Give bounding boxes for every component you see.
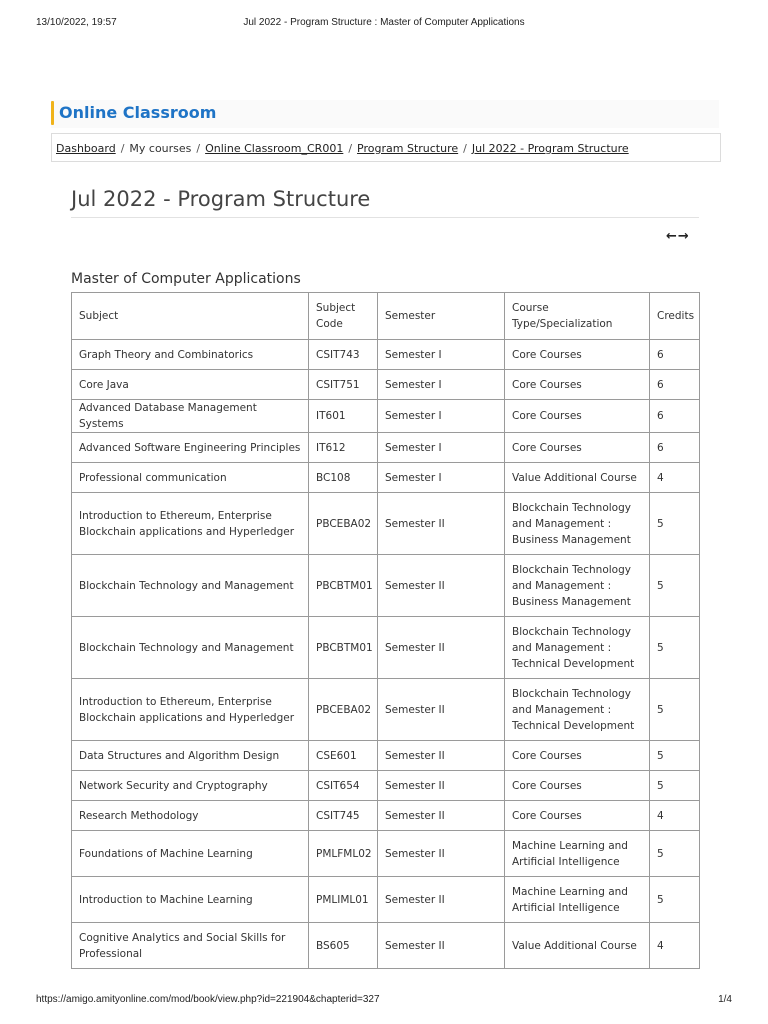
- breadcrumb-current-page[interactable]: Jul 2022 - Program Structure: [471, 142, 629, 155]
- code-cell: PBCBTM01: [309, 617, 378, 679]
- column-header-course-type: Course Type/Specialization: [505, 293, 650, 340]
- code-cell: CSIT654: [309, 771, 378, 801]
- code-cell: IT601: [309, 400, 378, 433]
- subject-cell: Professional communication: [72, 463, 309, 493]
- subject-cell: Blockchain Technology and Management: [72, 555, 309, 617]
- credits-cell: 5: [650, 771, 700, 801]
- program-table: [71, 292, 700, 969]
- code-cell: CSE601: [309, 741, 378, 771]
- credits-cell: 6: [650, 433, 700, 463]
- credits-cell: 5: [650, 493, 700, 555]
- print-page-number: 1/4: [718, 994, 732, 1005]
- breadcrumb-separator: /: [120, 142, 125, 155]
- semester-cell: Semester I: [378, 400, 505, 433]
- table-header-row: [72, 293, 700, 340]
- breadcrumb-dashboard[interactable]: Dashboard: [56, 142, 116, 155]
- table-row: [72, 433, 700, 463]
- course-type-cell: Core Courses: [505, 433, 650, 463]
- code-cell: CSIT745: [309, 801, 378, 831]
- credits-cell: 5: [650, 877, 700, 923]
- code-cell: PMLFML02: [309, 831, 378, 877]
- column-header-credits: Credits: [650, 293, 700, 340]
- table-row: [72, 555, 700, 617]
- semester-cell: Semester I: [378, 463, 505, 493]
- code-cell: BS605: [309, 923, 378, 969]
- subject-cell: Core Java: [72, 370, 309, 400]
- breadcrumb-online-classroom[interactable]: Online Classroom_CR001: [205, 142, 344, 155]
- table-row: [72, 340, 700, 370]
- semester-cell: Semester II: [378, 679, 505, 741]
- semester-cell: Semester II: [378, 923, 505, 969]
- subject-cell: Introduction to Ethereum, Enterprise Blockchain applications and Hyperledger: [72, 493, 309, 555]
- code-cell: PBCEBA02: [309, 493, 378, 555]
- subject-cell: Foundations of Machine Learning: [72, 831, 309, 877]
- credits-cell: 5: [650, 679, 700, 741]
- course-type-cell: Value Additional Course: [505, 923, 650, 969]
- code-cell: CSIT751: [309, 370, 378, 400]
- semester-cell: Semester I: [378, 340, 505, 370]
- subject-cell: Graph Theory and Combinatorics: [72, 340, 309, 370]
- semester-cell: Semester II: [378, 831, 505, 877]
- course-type-cell: Core Courses: [505, 400, 650, 433]
- course-type-cell: Machine Learning and Artificial Intelligence: [505, 877, 650, 923]
- table-row: [72, 617, 700, 679]
- print-datetime: 13/10/2022, 19:57: [36, 17, 117, 28]
- course-type-cell: Blockchain Technology and Management : Technical Development: [505, 617, 650, 679]
- course-type-cell: Value Additional Course: [505, 463, 650, 493]
- semester-cell: Semester II: [378, 741, 505, 771]
- column-header-subject: Subject: [72, 293, 309, 340]
- course-type-cell: Blockchain Technology and Management : Technical Development: [505, 679, 650, 741]
- column-header-semester: Semester: [378, 293, 505, 340]
- table-row: [72, 831, 700, 877]
- page-title: Jul 2022 - Program Structure: [71, 187, 371, 211]
- credits-cell: 6: [650, 340, 700, 370]
- breadcrumb-separator: /: [196, 142, 201, 155]
- course-type-cell: Core Courses: [505, 340, 650, 370]
- subject-cell: Blockchain Technology and Management: [72, 617, 309, 679]
- semester-cell: Semester II: [378, 555, 505, 617]
- table-row: [72, 923, 700, 969]
- subject-cell: Introduction to Machine Learning: [72, 877, 309, 923]
- breadcrumb-my-courses: My courses: [129, 142, 192, 155]
- credits-cell: 4: [650, 463, 700, 493]
- semester-cell: Semester I: [378, 370, 505, 400]
- credits-cell: 6: [650, 370, 700, 400]
- arrow-left-icon[interactable]: ←: [666, 229, 678, 244]
- breadcrumb-separator: /: [463, 142, 467, 155]
- semester-cell: Semester II: [378, 617, 505, 679]
- course-type-cell: Machine Learning and Artificial Intelligence: [505, 831, 650, 877]
- subject-cell: Data Structures and Algorithm Design: [72, 741, 309, 771]
- table-row: [72, 679, 700, 741]
- credits-cell: 5: [650, 617, 700, 679]
- subject-cell: Advanced Database Management Systems: [72, 400, 309, 433]
- print-url: https://amigo.amityonline.com/mod/book/view.php?id=221904&chapterid=327: [36, 994, 380, 1005]
- credits-cell: 4: [650, 923, 700, 969]
- semester-cell: Semester II: [378, 771, 505, 801]
- column-header-subject-code: Subject Code: [309, 293, 378, 340]
- subject-cell: Advanced Software Engineering Principles: [72, 433, 309, 463]
- code-cell: PMLIML01: [309, 877, 378, 923]
- classroom-title[interactable]: Online Classroom: [59, 103, 217, 122]
- course-type-cell: Core Courses: [505, 741, 650, 771]
- table-row: [72, 741, 700, 771]
- table-row: [72, 801, 700, 831]
- credits-cell: 6: [650, 400, 700, 433]
- semester-cell: Semester II: [378, 493, 505, 555]
- title-divider: [71, 217, 699, 218]
- course-type-cell: Core Courses: [505, 801, 650, 831]
- credits-cell: 5: [650, 741, 700, 771]
- subject-cell: Cognitive Analytics and Social Skills for Professional: [72, 923, 309, 969]
- course-type-cell: Blockchain Technology and Management : Business Management: [505, 555, 650, 617]
- subject-cell: Introduction to Ethereum, Enterprise Blockchain applications and Hyperledger: [72, 679, 309, 741]
- print-title: Jul 2022 - Program Structure : Master of Computer Applications: [243, 17, 525, 28]
- code-cell: BC108: [309, 463, 378, 493]
- table-row: [72, 771, 700, 801]
- semester-cell: Semester II: [378, 877, 505, 923]
- chapter-navigation: [666, 229, 690, 244]
- breadcrumb: [51, 133, 721, 162]
- code-cell: IT612: [309, 433, 378, 463]
- credits-cell: 5: [650, 831, 700, 877]
- table-row: [72, 493, 700, 555]
- course-type-cell: Blockchain Technology and Management : Business Management: [505, 493, 650, 555]
- subject-cell: Network Security and Cryptography: [72, 771, 309, 801]
- code-cell: PBCEBA02: [309, 679, 378, 741]
- accent-bar: [51, 101, 54, 125]
- table-row: [72, 877, 700, 923]
- section-title: Master of Computer Applications: [71, 271, 301, 287]
- semester-cell: Semester I: [378, 433, 505, 463]
- subject-cell: Research Methodology: [72, 801, 309, 831]
- table-row: [72, 400, 700, 433]
- table-row: [72, 370, 700, 400]
- breadcrumb-program-structure[interactable]: Program Structure: [357, 142, 459, 155]
- table-row: [72, 463, 700, 493]
- classroom-header: [51, 100, 719, 128]
- code-cell: CSIT743: [309, 340, 378, 370]
- semester-cell: Semester II: [378, 801, 505, 831]
- credits-cell: 5: [650, 555, 700, 617]
- course-type-cell: Core Courses: [505, 771, 650, 801]
- arrow-right-icon[interactable]: →: [677, 229, 690, 244]
- credits-cell: 4: [650, 801, 700, 831]
- breadcrumb-separator: /: [348, 142, 353, 155]
- code-cell: PBCBTM01: [309, 555, 378, 617]
- course-type-cell: Core Courses: [505, 370, 650, 400]
